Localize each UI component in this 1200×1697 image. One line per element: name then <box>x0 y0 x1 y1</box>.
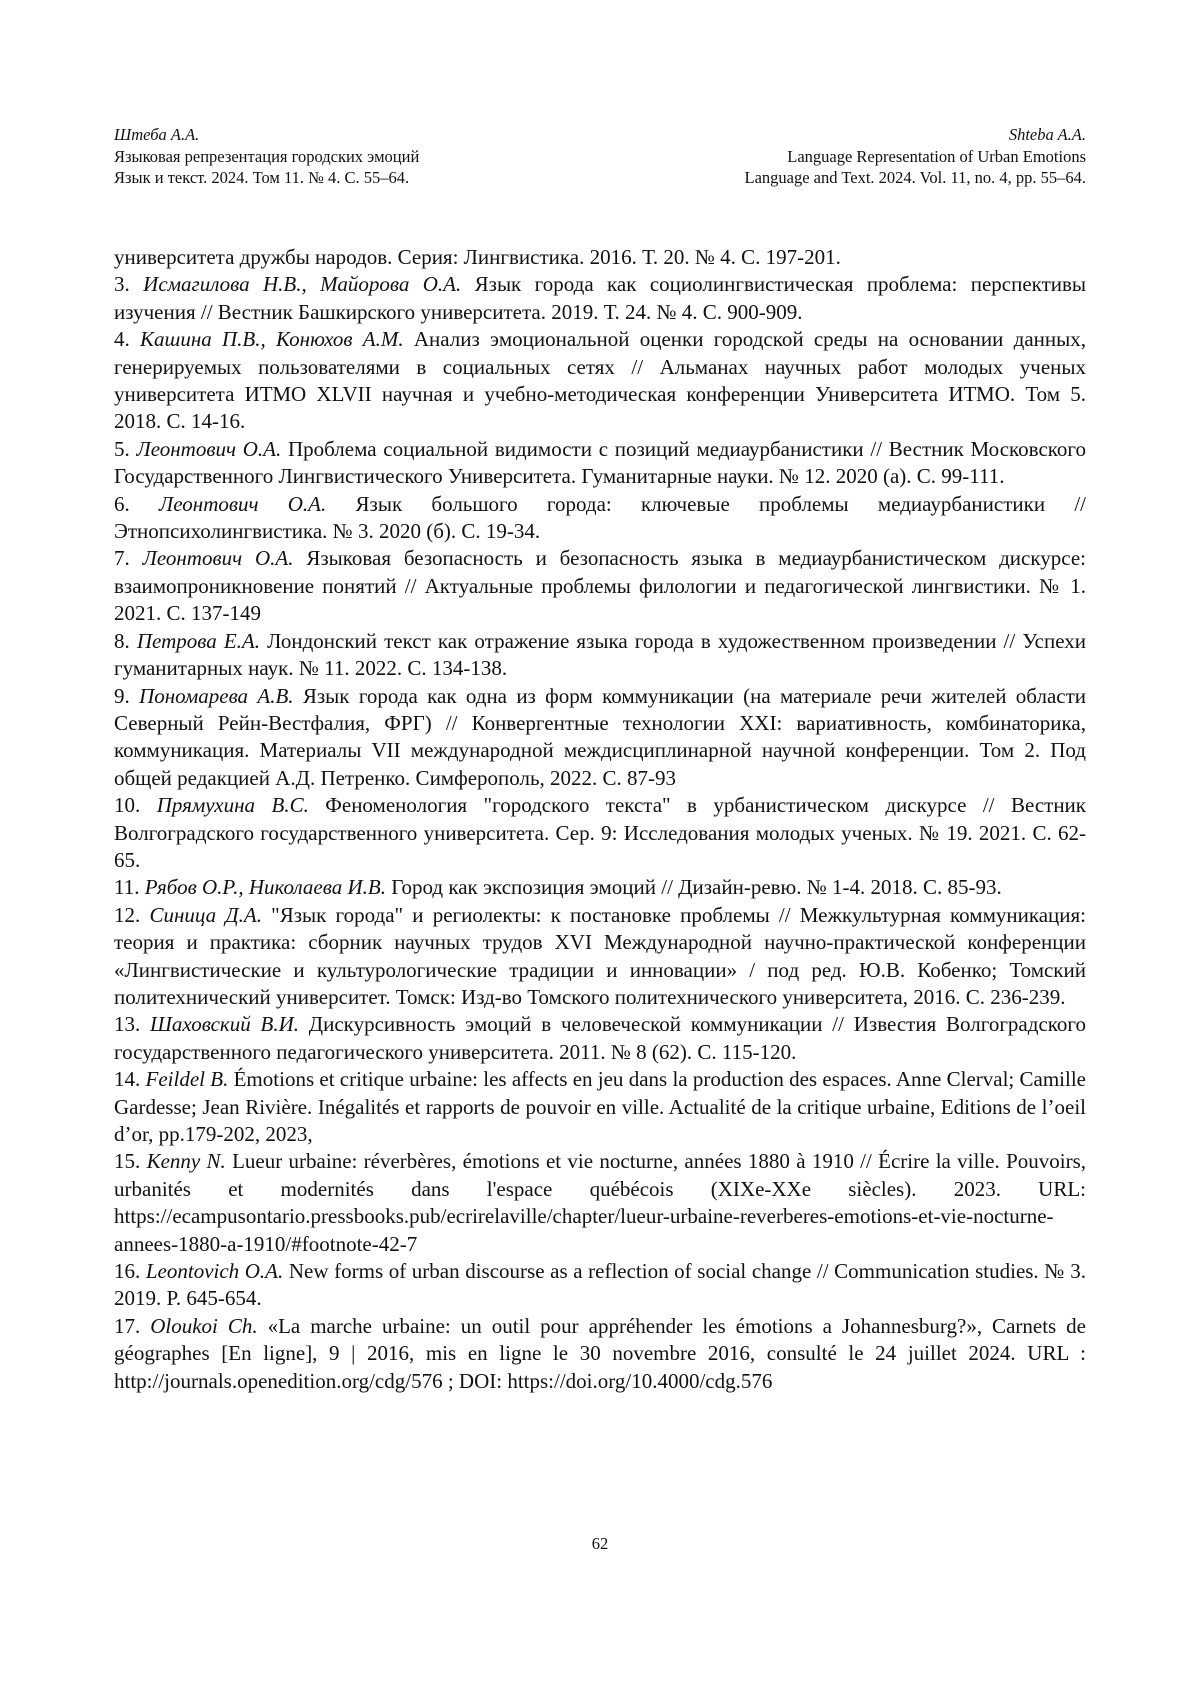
header-title-ru: Языковая репрезентация городских эмоций <box>114 146 419 168</box>
reference-item: 4. Кашина П.В., Конюхов А.М. Анализ эмоциональной оценки городской среды на основании данных, генерируемых пользователями в социальных сетях // Альманах научных работ молодых ученых университета ИТМО XLVII научная и учебно-методическая конференции Университета ИТМО. Том 5. 2018. С. 14-16. <box>114 326 1086 436</box>
reference-item: 14. Feildel B. Émotions et critique urbaine: les affects en jeu dans la production des espaces. Anne Clerval; Camille Gardesse; Jean Rivière. Inégalités et rapports de pouvoir en ville. Actualité de la critique urbaine, Editions de l’oeil d’or, pp.179-202, 2023, <box>114 1066 1086 1148</box>
header-author-ru: Штеба А.А. <box>114 124 419 146</box>
header-title-en: Language Representation of Urban Emotions <box>745 146 1087 168</box>
running-header-left <box>114 124 419 189</box>
reference-list <box>114 244 1086 1395</box>
reference-item: 7. Леонтович О.А. Языковая безопасность и безопасность языка в медиаурбанистическом дискурсе: взаимопроникновение понятий // Актуальные проблемы филологии и педагогической лингвистики. № 1. 2021. С. 137-149 <box>114 545 1086 627</box>
reference-item: 8. Петрова Е.А. Лондонский текст как отражение языка города в художественном произведении // Успехи гуманитарных наук. № 11. 2022. С. 134-138. <box>114 628 1086 683</box>
reference-item: 11. Рябов О.Р., Николаева И.В. Город как экспозиция эмоций // Дизайн-ревю. № 1-4. 2018. С. 85-93. <box>114 874 1086 901</box>
reference-item: 5. Леонтович О.А. Проблема социальной видимости с позиций медиаурбанистики // Вестник Московского Государственного Лингвистического Университета. Гуманитарные науки. № 12. 2020 (а). С. 99-111. <box>114 436 1086 491</box>
header-author-en: Shteba A.A. <box>745 124 1087 146</box>
reference-item: 3. Исмагилова Н.В., Майорова О.А. Язык города как социолингвистическая проблема: перспективы изучения // Вестник Башкирского университета. 2019. Т. 24. № 4. С. 900-909. <box>114 271 1086 326</box>
reference-item: 12. Синица Д.А. "Язык города" и региолекты: к постановке проблемы // Межкультурная коммуникация: теория и практика: сборник научных трудов XVI Международной научно-практической конференции «Лингвистические и культурологические традиции и инновации» / под ред. Ю.В. Кобенко; Томский политехнический университет. Томск: Изд-во Томского политехнического университета, 2016. С. 236-239. <box>114 902 1086 1012</box>
reference-item: 9. Пономарева А.В. Язык города как одна из форм коммуникации (на материале речи жителей области Северный Рейн-Вестфалия, ФРГ) // Конвергентные технологии XXI: вариативность, комбинаторика, коммуникация. Материалы VII международной междисциплинарной научной конференции. Том 2. Под общей редакцией А.Д. Петренко. Симферополь, 2022. С. 87-93 <box>114 683 1086 793</box>
reference-item: 13. Шаховский В.И. Дискурсивность эмоций в человеческой коммуникации // Известия Волгоградского государственного педагогического университета. 2011. № 8 (62). С. 115-120. <box>114 1011 1086 1066</box>
running-header-right <box>745 124 1087 189</box>
header-journal-ru: Язык и текст. 2024. Том 11. № 4. С. 55–64. <box>114 167 419 189</box>
header-journal-en: Language and Text. 2024. Vol. 11, no. 4, pp. 55–64. <box>745 167 1087 189</box>
page-number: 62 <box>0 1534 1200 1554</box>
reference-item: 15. Kenny N. Lueur urbaine: réverbères, émotions et vie nocturne, années 1880 à 1910 // Écrire la ville. Pouvoirs, urbanités et modernités dans l'espace québécois (XIXe-XXe siècles). 2023. URL: https://ecampusontario.pressbooks.pub/ecrirelaville/chapter/lueur-urbaine-reverberes-emotions-et-vie-nocturne-annees-1880-a-1910/#footnote-42-7 <box>114 1148 1086 1258</box>
reference-item: 17. Oloukoi Ch. «La marche urbaine: un outil pour appréhender les émotions a Johannesburg?», Carnets de géographes [En ligne], 9 | 2016, mis en ligne le 30 novembre 2016, consulté le 24 juillet 2024. URL : http://journals.openedition.org/cdg/576 ; DOI: https://doi.org/10.4000/cdg.576 <box>114 1313 1086 1395</box>
reference-item: 16. Leontovich O.A. New forms of urban discourse as a reflection of social change // Communication studies. № 3. 2019. P. 645-654. <box>114 1258 1086 1313</box>
reference-item: 6. Леонтович О.А. Язык большого города: ключевые проблемы медиаурбанистики // Этнопсихолингвистика. № 3. 2020 (б). С. 19-34. <box>114 491 1086 546</box>
reference-item: 10. Прямухина В.С. Феноменология "городского текста" в урбанистическом дискурсе // Вестник Волгоградского государственного университета. Сер. 9: Исследования молодых ученых. № 19. 2021. С. 62-65. <box>114 792 1086 874</box>
reference-item: университета дружбы народов. Серия: Лингвистика. 2016. Т. 20. № 4. С. 197-201. <box>114 244 1086 271</box>
